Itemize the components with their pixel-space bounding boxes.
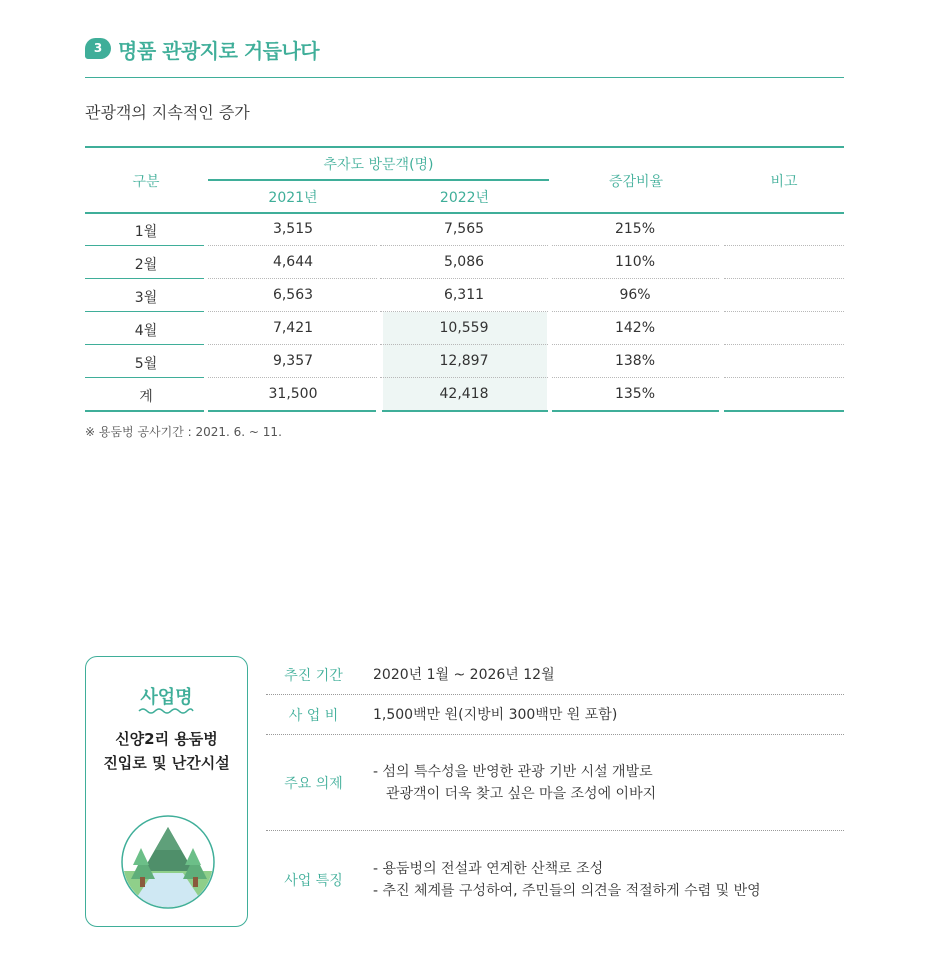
- cell-ratio: 96%: [619, 287, 651, 303]
- row-separator-label: [85, 377, 204, 378]
- table-subtitle: 관광객의 지속적인 증가: [85, 103, 250, 122]
- info-divider: [266, 734, 844, 735]
- row-separator: [380, 344, 548, 345]
- cell-2021: 4,644: [272, 254, 314, 270]
- row-label: 4월: [134, 323, 158, 339]
- header-gubun: 구분: [132, 174, 160, 190]
- cell-2022: 5,086: [443, 254, 485, 270]
- cell-ratio: 142%: [614, 320, 656, 336]
- row-separator: [724, 311, 844, 312]
- border-gap: [204, 410, 208, 412]
- period-value: 2020년 1월 ~ 2026년 12월: [373, 667, 555, 683]
- info-divider: [266, 694, 844, 695]
- cell-2021: 3,515: [272, 221, 314, 237]
- row-separator: [552, 245, 719, 246]
- row-separator: [724, 344, 844, 345]
- agenda-value: [373, 761, 656, 805]
- header-note: 비고: [770, 174, 798, 190]
- feature-key: 사업 특징: [284, 873, 343, 889]
- cost-key: 사 업 비: [288, 708, 339, 724]
- row-separator: [724, 377, 844, 378]
- row-separator: [552, 377, 719, 378]
- table-header-border: [85, 212, 844, 214]
- row-separator: [380, 245, 548, 246]
- cell-2022: 12,897: [439, 353, 489, 369]
- forest-path-icon: [121, 815, 215, 909]
- cell-2022: 42,418: [439, 386, 489, 402]
- table-bottom-border: [85, 410, 844, 412]
- row-separator: [208, 311, 377, 312]
- row-separator: [208, 245, 377, 246]
- feature-line2: - 추진 체계를 구성하여, 주민들의 의견을 적절하게 수렴 및 반영: [373, 883, 761, 899]
- row-label: 계: [139, 389, 153, 405]
- cell-ratio: 135%: [614, 386, 656, 402]
- feature-value: [373, 858, 761, 902]
- cost-value: 1,500백만 원(지방비 300백만 원 포함): [373, 707, 618, 723]
- border-gap: [376, 410, 382, 412]
- row-separator: [552, 344, 719, 345]
- period-key: 추진 기간: [284, 668, 343, 684]
- section-number-badge: 3: [85, 38, 111, 59]
- header-visitors-group: 추자도 방문객(명): [323, 157, 434, 173]
- agenda-line1: - 섬의 특수성을 반영한 관광 기반 시설 개발로: [373, 764, 653, 780]
- row-label: 2월: [134, 257, 158, 273]
- header-2021: 2021년: [268, 190, 318, 206]
- cell-ratio: 110%: [614, 254, 656, 270]
- table-top-border: [85, 146, 844, 148]
- feature-line1: - 용둠벙의 전설과 연계한 산책로 조성: [373, 861, 604, 877]
- project-name: [85, 727, 248, 775]
- row-separator: [208, 278, 377, 279]
- cell-ratio: 138%: [614, 353, 656, 369]
- agenda-key: 주요 의제: [284, 776, 343, 792]
- wave-underline: [138, 707, 194, 715]
- cell-2021: 31,500: [268, 386, 318, 402]
- row-separator: [552, 311, 719, 312]
- cell-2021: 6,563: [272, 287, 314, 303]
- section-title: 명품 관광지로 거듭나다: [118, 39, 320, 63]
- row-separator: [380, 311, 548, 312]
- row-separator: [724, 278, 844, 279]
- cell-2022: 7,565: [443, 221, 485, 237]
- row-separator: [552, 278, 719, 279]
- row-separator: [724, 245, 844, 246]
- project-label: 사업명: [140, 687, 193, 708]
- border-gap: [548, 410, 552, 412]
- section-divider: [85, 77, 844, 78]
- agenda-line2: 관광객이 더욱 찾고 싶은 마을 조성에 이바지: [386, 786, 657, 802]
- row-separator: [380, 278, 548, 279]
- cell-2022: 10,559: [439, 320, 489, 336]
- border-gap: [719, 410, 724, 412]
- row-separator: [208, 344, 377, 345]
- header-ratio: 증감비율: [608, 174, 664, 190]
- row-separator-label: [85, 278, 204, 279]
- table-footnote: ※ 용둠벙 공사기간 : 2021. 6. ~ 11.: [85, 425, 282, 439]
- row-label: 3월: [134, 290, 158, 306]
- row-separator: [380, 377, 548, 378]
- cell-ratio: 215%: [614, 221, 656, 237]
- info-divider: [266, 830, 844, 831]
- row-separator-label: [85, 245, 204, 246]
- project-name-line1: 신양2리 용둠벙: [115, 730, 218, 748]
- row-label: 5월: [134, 356, 158, 372]
- row-label: 1월: [134, 224, 158, 240]
- table-group-divider: [208, 179, 549, 181]
- cell-2021: 9,357: [272, 353, 314, 369]
- row-separator-label: [85, 311, 204, 312]
- project-name-line2: 진입로 및 난간시설: [103, 754, 230, 772]
- row-separator: [208, 377, 377, 378]
- row-separator-label: [85, 344, 204, 345]
- cell-2022: 6,311: [443, 287, 485, 303]
- cell-2021: 7,421: [272, 320, 314, 336]
- header-2022: 2022년: [439, 190, 490, 206]
